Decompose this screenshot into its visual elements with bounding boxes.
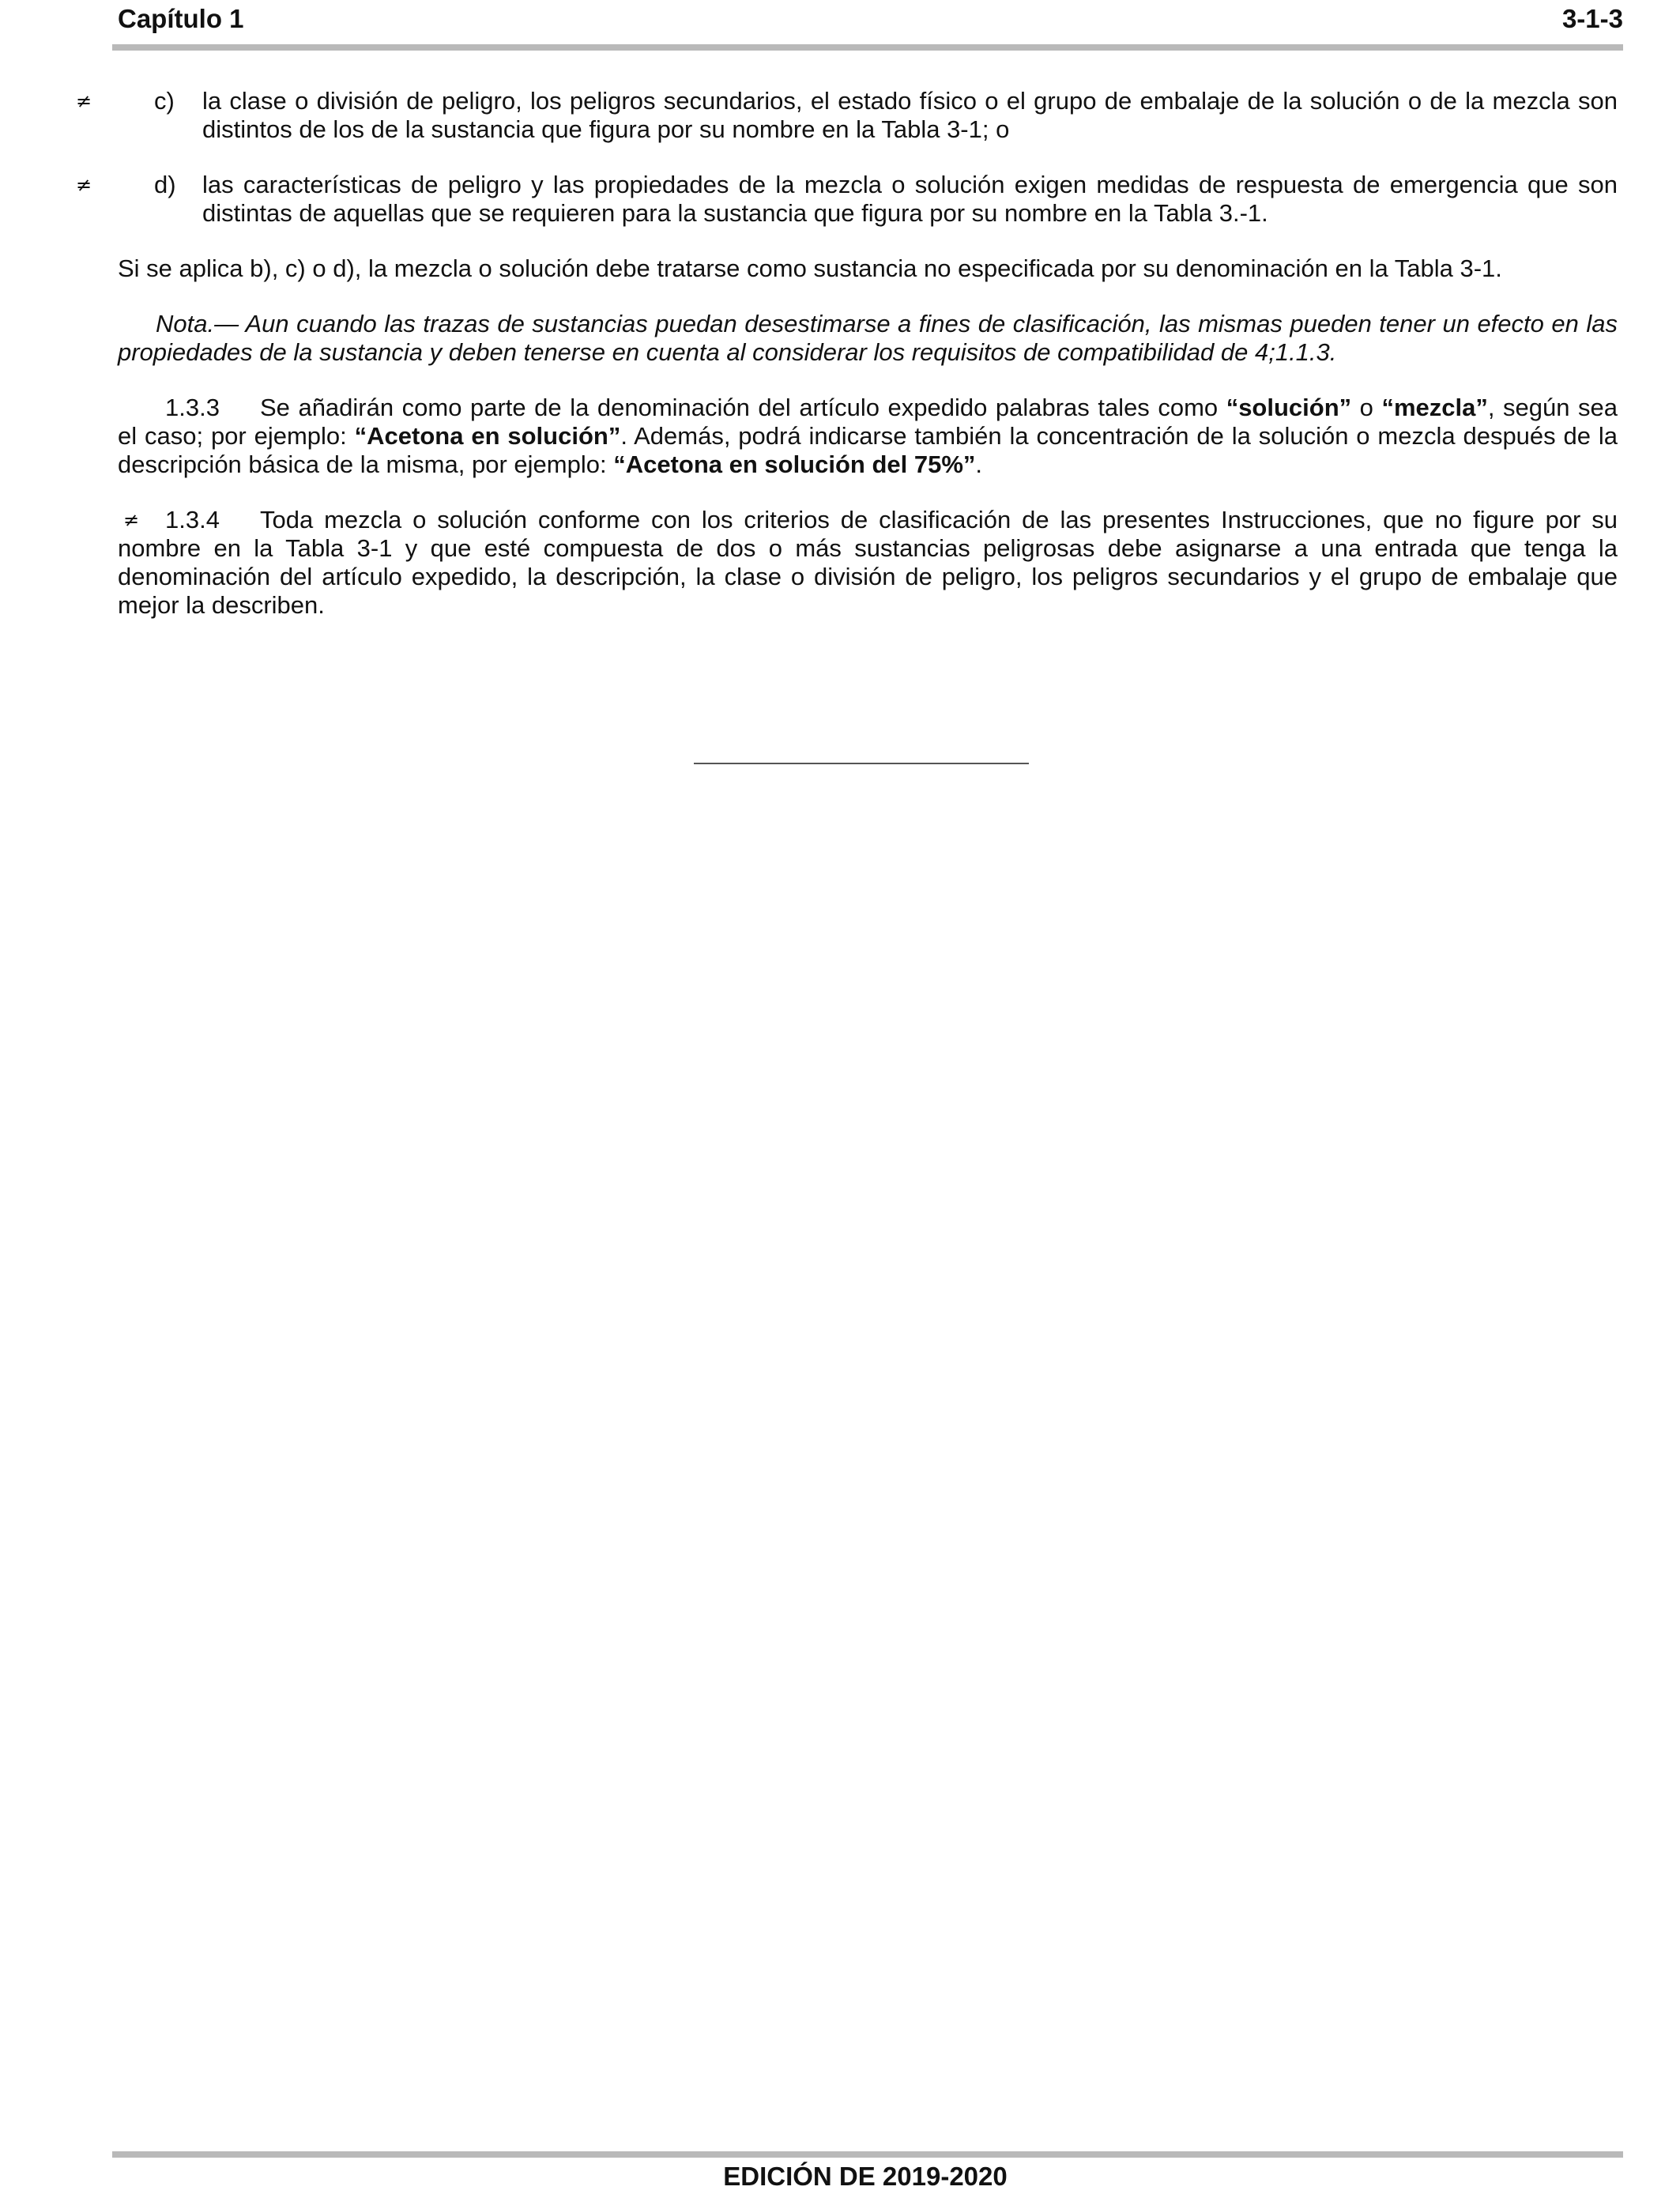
page-number: 3-1-3 xyxy=(1561,4,1623,33)
chapter-title: Capítulo 1 xyxy=(118,4,244,33)
bold-term: “Acetona en solución” xyxy=(354,422,621,450)
paragraph-text: , según sea el caso; por ejemplo: xyxy=(118,394,1618,450)
paragraph-text: Se añadirán como parte de la denominación del artículo expedido palabras tales como xyxy=(260,394,1226,421)
paragraph-1-3-4 xyxy=(118,506,1618,620)
note-paragraph: Nota.— Aun cuando las trazas de sustancias puedan desestimarse a fines de clasificación, las mismas pueden tener un efecto en las propiedades de la sustancia y deben tenerse en cuenta al considerar los requisitos de compatibilidad de 4;1.1.3. xyxy=(118,310,1618,366)
list-item-label: d) xyxy=(154,171,176,198)
list-item-text: la clase o división de peligro, los peligros secundarios, el estado físico o el grupo de embalaje de la solución o de la mezcla son distintos de los de la sustancia que figura por su nombre en la Tabla 3-1; o xyxy=(202,87,1618,143)
list-item-text: las características de peligro y las propiedades de la mezcla o solución exigen medidas de respuesta de emergencia que son distintas de aquellas que se requieren para la sustancia que figura por su nombre en la Tabla 3.-1. xyxy=(202,171,1618,227)
applies-paragraph: Si se aplica b), c) o d), la mezcla o solución debe tratarse como sustancia no especificada por su denominación en la Tabla 3-1. xyxy=(118,254,1502,282)
page-body xyxy=(76,87,1618,647)
bold-term: “Acetona en solución del 75%” xyxy=(613,450,976,478)
list-item-c xyxy=(76,87,1618,144)
paragraph-text: Toda mezcla o solución conforme con los criterios de clasificación de las presentes Instrucciones, que no figure por su nombre en la Tabla 3-1 y que esté compuesta de dos o más sustancias peligrosas debe asignarse a una entrada que tenga la denominación del artículo expedido, la descripción, la clase o división de peligro, los peligros secundarios y el grupo de embalaje que mejor la describen. xyxy=(118,506,1618,619)
header-rule xyxy=(112,44,1623,51)
change-mark-icon: ≠ xyxy=(76,90,92,112)
change-mark-icon: ≠ xyxy=(76,174,92,196)
paragraph-text: o xyxy=(1351,394,1382,421)
section-end-rule xyxy=(694,763,1029,764)
paragraph-text: . xyxy=(975,450,983,478)
edition-footer: EDICIÓN DE 2019-2020 xyxy=(723,2162,1008,2191)
bold-term: “mezcla” xyxy=(1381,394,1488,421)
list-item-label: c) xyxy=(154,87,175,115)
footer-rule xyxy=(112,2151,1623,2158)
paragraph-number: 1.3.3 xyxy=(165,394,220,421)
bold-term: “solución” xyxy=(1226,394,1352,421)
paragraph-1-3-3 xyxy=(118,394,1618,479)
paragraph-number: 1.3.4 xyxy=(165,506,220,533)
list-item-d xyxy=(76,171,1618,228)
paragraph-text: . Además, podrá indicarse también la concentración de la solución o mezcla después de la descripción básica de la misma, por ejemplo: xyxy=(118,422,1618,478)
change-mark-icon: ≠ xyxy=(123,509,140,531)
